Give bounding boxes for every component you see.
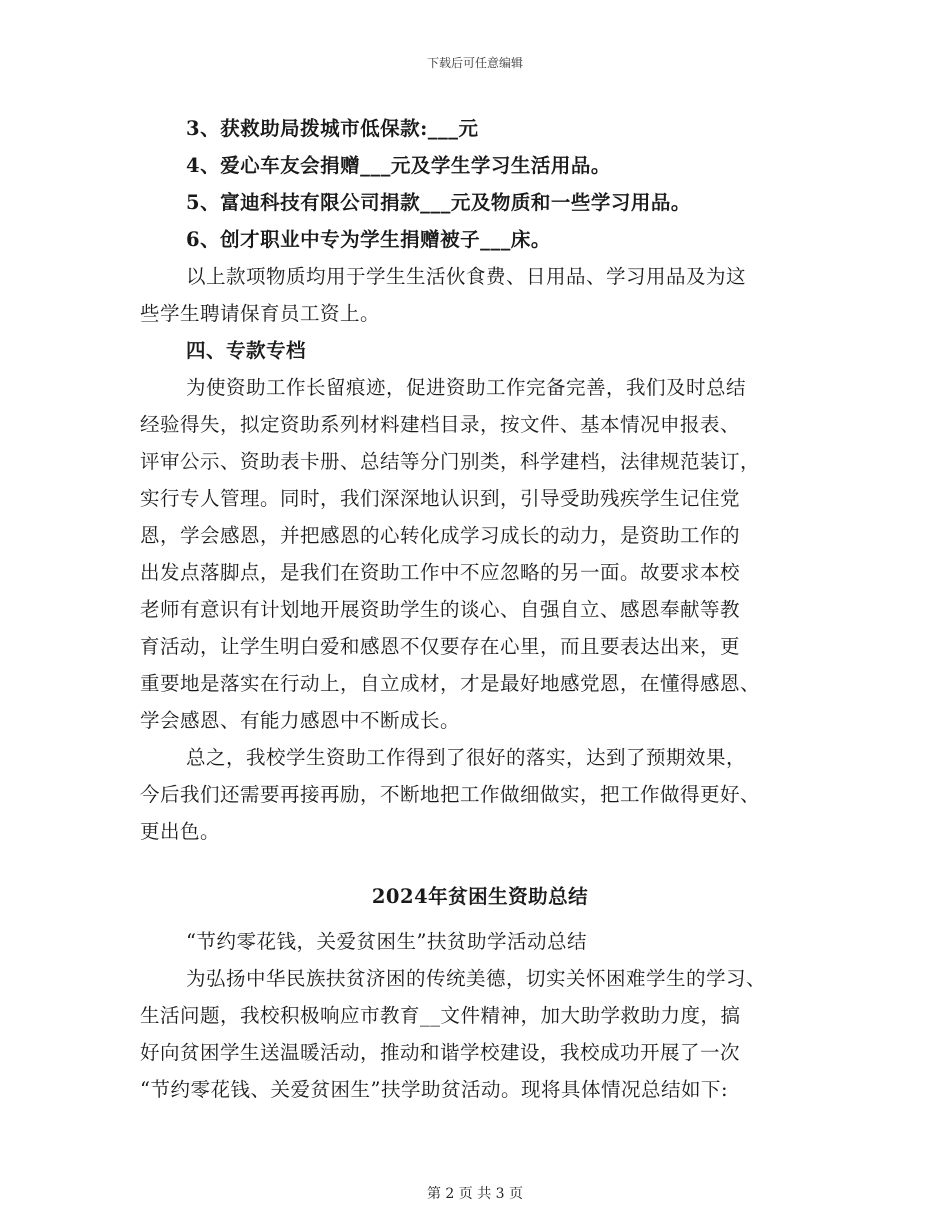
page-footer: 第 2 页 共 3 页: [426, 1186, 524, 1202]
paragraph-line: 些学生聘请保育员工资上。: [140, 302, 381, 325]
paragraph-line: 以上款项物质均用于学生生活伙食费、日用品、学习用品及为这: [186, 265, 747, 288]
document-body: [140, 110, 820, 1108]
list-item: 3、获救助局拨城市低保款:___元: [186, 117, 479, 140]
paragraph-line: 老师有意识有计划地开展资助学生的谈心、自强自立、感恩奉献等教: [140, 598, 741, 621]
paragraph-line: 更出色。: [140, 820, 221, 843]
paragraph-line: “节约零花钱、关爱贫困生”扶学助贫活动。现将具体情况总结如下:: [140, 1078, 729, 1101]
paragraph-line: 实行专人管理。同时，我们深深地认识到，引导受助残疾学生记住党: [140, 487, 741, 510]
paragraph-line: 出发点落脚点，是我们在资助工作中不应忽略的另一面。故要求本校: [140, 561, 741, 584]
paragraph-line: 好向贫困学生送温暖活动，推动和谐学校建设，我校成功开展了一次: [140, 1041, 741, 1064]
paragraph-line: 生活问题，我校积极响应市教育__文件精神，加大助学救助力度，搞: [140, 1004, 741, 1027]
paragraph-line: 为使资助工作长留痕迹，促进资助工作完备完善，我们及时总结: [186, 376, 747, 399]
subtitle: “节约零花钱，关爱贫困生”扶贫助学活动总结: [186, 930, 587, 953]
paragraph-line: 总之，我校学生资助工作得到了很好的落实，达到了预期效果，: [186, 746, 747, 769]
list-item: 4、爱心车友会捐赠___元及学生学习生活用品。: [186, 154, 611, 177]
list-item: 6、创才职业中专为学生捐赠被子___床。: [186, 228, 551, 251]
paragraph-line: 为弘扬中华民族扶贫济困的传统美德，切实关怀困难学生的学习、: [186, 967, 767, 990]
paragraph-line: 今后我们还需要再接再励，不断地把工作做细做实，把工作做得更好、: [140, 783, 761, 806]
section-heading: 四、专款专档: [186, 339, 307, 362]
paragraph-line: 恩，学会感恩，并把感恩的心转化成学习成长的动力，是资助工作的: [140, 524, 741, 547]
document-title: 2024年贫困生资助总结: [371, 885, 589, 908]
list-item: 5、富迪科技有限公司捐款___元及物质和一些学习用品。: [186, 191, 691, 214]
paragraph-line: 学会感恩、有能力感恩中不断成长。: [140, 709, 461, 732]
paragraph-line: 重要地是落实在行动上，自立成材，才是最好地感党恩，在懂得感恩、: [140, 672, 761, 695]
page-header: 下载后可任意编辑: [426, 56, 523, 70]
paragraph-line: 经验得失，拟定资助系列材料建档目录，按文件、基本情况申报表、: [140, 413, 741, 436]
paragraph-line: 育活动，让学生明白爱和感恩不仅要存在心里，而且要表达出来，更: [140, 635, 741, 658]
paragraph-line: 评审公示、资助表卡册、总结等分门别类，科学建档，法律规范装订，: [140, 450, 761, 473]
